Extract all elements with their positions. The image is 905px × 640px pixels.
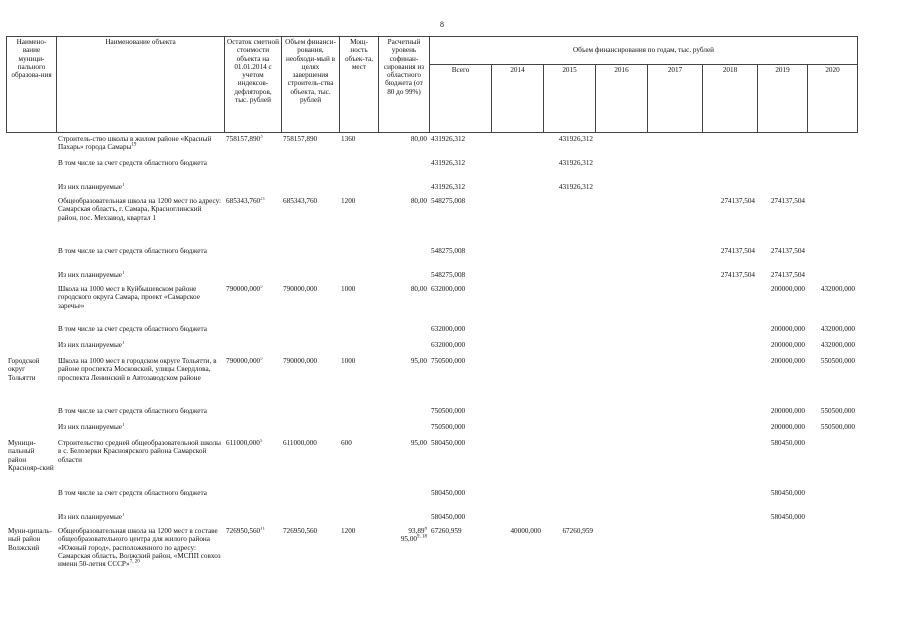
cell-total: 632000,000: [431, 341, 466, 349]
cell-y2019: 200000,000: [770, 285, 805, 293]
cell-municipality: [6, 159, 56, 183]
cell-total: 548275,008: [431, 247, 466, 255]
cell-capacity: [339, 183, 378, 197]
cell-y2020: 432000,000: [820, 285, 855, 293]
cell-y2014: [491, 183, 543, 197]
cell-object: В том числе за счет средств областного бюджета: [58, 489, 207, 497]
cell-y2019: 580450,000: [770, 439, 805, 447]
cell-y2015: 431926,312: [558, 159, 593, 167]
cell-y2018: [702, 527, 757, 587]
cell-y2019: [757, 135, 807, 159]
cell-level: [378, 183, 429, 197]
cell-y2015: [543, 407, 595, 423]
cell-volume: [281, 247, 339, 271]
cell-total: 67260,959: [431, 527, 462, 535]
cell-y2014: [491, 341, 543, 357]
cell-y2014: [491, 357, 543, 407]
cell-y2020: 432000,000: [820, 341, 855, 349]
cell-y2016: [595, 527, 647, 587]
cell-y2018: [702, 285, 757, 325]
cell-object: Строительство средней общеобразовательной школы в с. Белозерки Красноярского района Самарской области: [58, 439, 221, 464]
cell-y2015: [543, 341, 595, 357]
header-remainder: Остаток сметной стоимости объекта на 01.01.2014 с учетом индексов-дефляторов, тыс. рублей: [225, 37, 282, 133]
cell-object: В том числе за счет средств областного бюджета: [58, 159, 207, 167]
table-row: [6, 247, 857, 271]
cell-volume: 758157,890: [283, 135, 318, 143]
cell-total: 750500,000: [431, 423, 466, 431]
cell-capacity: 1360: [341, 135, 356, 143]
cell-remainder: 611000,000$^5$: [226, 439, 263, 447]
cell-y2014: [491, 247, 543, 271]
cell-y2019: 580450,000: [770, 489, 805, 497]
cell-y2018: [702, 439, 757, 489]
cell-y2018: [702, 159, 757, 183]
cell-y2019: 200000,000: [770, 423, 805, 431]
cell-y2018: [702, 341, 757, 357]
cell-y2016: [595, 135, 647, 159]
header-level: Расчетный уровень софинан-сирования из областного бюджета (от 80 до 99%): [379, 37, 430, 133]
cell-remainder: [224, 341, 281, 357]
cell-remainder: 726950,560$^{11}$: [226, 527, 265, 535]
cell-capacity: [339, 325, 378, 341]
cell-remainder: [224, 489, 281, 513]
header-year: 2020: [808, 65, 858, 133]
cell-y2016: [595, 271, 647, 285]
cell-municipality: [6, 183, 56, 197]
cell-y2016: [595, 247, 647, 271]
header-capacity: Мощ-ность объек-та, мест: [340, 37, 379, 133]
cell-y2017: [647, 527, 702, 587]
cell-y2014: [491, 325, 543, 341]
cell-remainder: [224, 159, 281, 183]
cell-remainder: 758157,890$^3$: [226, 135, 263, 143]
cell-y2018: [702, 407, 757, 423]
cell-y2014: [491, 489, 543, 513]
cell-y2020: [807, 439, 857, 489]
cell-total: 431926,312: [431, 135, 466, 143]
cell-y2017: [647, 285, 702, 325]
header-municipality: Наимено-вание муници-пального образова-ния: [7, 37, 57, 133]
cell-y2016: [595, 197, 647, 247]
cell-level: [378, 407, 429, 423]
cell-y2017: [647, 183, 702, 197]
cell-object: Строитель-ство школы в жилом районе «Красный Пахарь» города Самары$^{19}$: [58, 135, 212, 152]
cell-municipality: [6, 135, 56, 159]
cell-y2018: [702, 423, 757, 439]
cell-municipality: [6, 285, 56, 325]
page-number: 8: [440, 20, 444, 29]
cell-total: 580450,000: [431, 439, 466, 447]
cell-y2016: [595, 183, 647, 197]
cell-y2016: [595, 423, 647, 439]
cell-y2015: [543, 489, 595, 513]
cell-level: 95,00: [410, 439, 427, 447]
cell-y2016: [595, 439, 647, 489]
cell-volume: 611000,000: [283, 439, 317, 447]
cell-volume: 790000,000: [283, 357, 318, 365]
cell-y2015: [543, 247, 595, 271]
header-volume: Объем финанси-рования, необходи-мый в целях завершения строитель-ства объекта, тыс. рублей: [282, 37, 340, 133]
cell-y2017: [647, 513, 702, 527]
cell-y2015: [543, 423, 595, 439]
cell-capacity: 1000: [341, 285, 356, 293]
cell-level: [378, 325, 429, 341]
cell-y2017: [647, 271, 702, 285]
cell-y2018: 274137,504: [720, 247, 755, 255]
cell-y2017: [647, 159, 702, 183]
cell-volume: [281, 325, 339, 341]
cell-total: 750500,000: [431, 407, 466, 415]
cell-y2016: [595, 341, 647, 357]
cell-y2020: [807, 159, 857, 183]
cell-y2019: [757, 183, 807, 197]
cell-y2018: 274137,504: [720, 271, 755, 279]
table-row: [6, 135, 857, 159]
cell-y2019: [757, 527, 807, 587]
cell-level: [378, 489, 429, 513]
cell-total: 750500,000: [431, 357, 466, 365]
cell-level: [378, 341, 429, 357]
cell-y2015: [543, 357, 595, 407]
cell-remainder: [224, 325, 281, 341]
cell-y2017: [647, 197, 702, 247]
table-row: [6, 527, 857, 587]
cell-y2017: [647, 423, 702, 439]
cell-level: [378, 271, 429, 285]
cell-remainder: 790000,000$^5$: [226, 357, 263, 365]
cell-level: [378, 159, 429, 183]
cell-level: 80,00: [410, 197, 427, 205]
cell-y2015: 431926,312: [558, 135, 593, 143]
cell-y2017: [647, 489, 702, 513]
cell-total: 548275,008: [431, 197, 466, 205]
cell-y2020: [807, 183, 857, 197]
cell-municipality: [6, 407, 56, 423]
cell-y2019: 200000,000: [770, 407, 805, 415]
header-year: Всего: [430, 65, 492, 133]
data-table: [6, 135, 857, 587]
cell-y2018: [702, 513, 757, 527]
cell-volume: [281, 407, 339, 423]
cell-y2015: [543, 513, 595, 527]
cell-object: Общеобразовательная школа на 1200 мест в составе общеобразовательного центра для жилого района «Южный город», расположенного по адресу: Самарская область, Волжский район, «МСПП совхоз имени 50-летия СССР»$^{7, 20}$: [58, 527, 221, 569]
cell-y2020: [807, 197, 857, 247]
cell-y2020: 550500,000: [820, 423, 855, 431]
cell-y2018: [702, 489, 757, 513]
table-row: [6, 423, 857, 439]
cell-y2014: [491, 439, 543, 489]
cell-y2019: 274137,504: [770, 247, 805, 255]
cell-y2016: [595, 325, 647, 341]
table-row: [6, 197, 857, 247]
header-year: 2015: [544, 65, 596, 133]
cell-remainder: 685343,760$^{21}$: [226, 197, 266, 205]
cell-municipality: Муници-пальный район Краснояр-ский: [8, 439, 54, 472]
cell-y2020: [807, 527, 857, 587]
cell-y2014: 40000,000: [510, 527, 541, 535]
cell-municipality: [6, 513, 56, 527]
table-row: [6, 183, 857, 197]
cell-y2020: [807, 271, 857, 285]
cell-y2019: 200000,000: [770, 341, 805, 349]
cell-total: 548275,008: [431, 271, 466, 279]
cell-level: 95,00: [410, 357, 427, 365]
table-row: [6, 489, 857, 513]
cell-municipality: [6, 423, 56, 439]
cell-object: Школа на 1000 мест в Куйбышевском районе городского округа Самара, проект «Самарское заречье»: [58, 285, 200, 310]
cell-remainder: [224, 183, 281, 197]
header-year: 2014: [492, 65, 544, 133]
cell-municipality: [6, 489, 56, 513]
cell-y2019: 200000,000: [770, 357, 805, 365]
header-year: 2017: [648, 65, 703, 133]
header-funding: Объем финансирования по годам, тыс. рублей: [430, 37, 858, 65]
cell-y2014: [491, 135, 543, 159]
cell-municipality: Муни-ципаль-ный район Волжский: [8, 527, 52, 552]
cell-municipality: [6, 271, 56, 285]
cell-y2016: [595, 489, 647, 513]
table-row: [6, 357, 857, 407]
cell-remainder: [224, 247, 281, 271]
cell-municipality: Городской округ Тольятти: [8, 357, 40, 382]
cell-remainder: [224, 271, 281, 285]
cell-municipality: [6, 247, 56, 271]
cell-volume: [281, 341, 339, 357]
cell-y2016: [595, 159, 647, 183]
cell-y2016: [595, 513, 647, 527]
cell-capacity: 1000: [341, 357, 356, 365]
cell-y2015: [543, 325, 595, 341]
cell-object: Из них планируемые$^1$: [58, 423, 125, 431]
cell-remainder: [224, 407, 281, 423]
cell-total: 580450,000: [431, 489, 466, 497]
cell-volume: [281, 159, 339, 183]
cell-y2015: [543, 285, 595, 325]
cell-total: 632000,000: [431, 325, 466, 333]
cell-volume: 685343,760: [283, 197, 318, 205]
cell-y2014: [491, 423, 543, 439]
cell-level: 93,89$^8$ 95,00$^{9, 18}$: [400, 527, 427, 544]
table-row: [6, 159, 857, 183]
cell-level: 80,00: [410, 285, 427, 293]
cell-object: Общеобразовательная школа на 1200 мест по адресу: Самарская область, г. Самара, Красноглинский район, пос. Мехзавод, квартал 1: [58, 197, 222, 222]
cell-y2018: [702, 325, 757, 341]
cell-remainder: [224, 423, 281, 439]
cell-object: Из них планируемые$^1$: [58, 513, 125, 521]
cell-y2014: [491, 271, 543, 285]
cell-y2017: [647, 325, 702, 341]
cell-total: 431926,312: [431, 183, 466, 191]
header-year: 2019: [758, 65, 808, 133]
cell-y2014: [491, 159, 543, 183]
header-object: Наименование объекта: [57, 37, 225, 133]
cell-volume: [281, 423, 339, 439]
cell-y2019: 580450,000: [770, 513, 805, 521]
table-row: [6, 407, 857, 423]
cell-y2017: [647, 407, 702, 423]
cell-remainder: [224, 513, 281, 527]
cell-object: В том числе за счет средств областного бюджета: [58, 247, 207, 255]
cell-total: 580450,000: [431, 513, 466, 521]
cell-y2016: [595, 357, 647, 407]
cell-volume: [281, 183, 339, 197]
cell-y2015: [543, 197, 595, 247]
cell-y2014: [491, 197, 543, 247]
cell-volume: 790000,000: [283, 285, 318, 293]
cell-remainder: 790000,000$^5$: [226, 285, 263, 293]
header-year: 2016: [596, 65, 648, 133]
cell-y2019: 200000,000: [770, 325, 805, 333]
cell-capacity: 600: [341, 439, 352, 447]
cell-level: [378, 423, 429, 439]
cell-y2020: [807, 489, 857, 513]
cell-volume: [281, 513, 339, 527]
table-row: [6, 439, 857, 489]
cell-object: Из них планируемые$^1$: [58, 341, 125, 349]
cell-capacity: [339, 423, 378, 439]
table-header: [6, 36, 858, 133]
cell-capacity: 1200: [341, 197, 356, 205]
cell-y2014: [491, 407, 543, 423]
table-row: [6, 341, 857, 357]
cell-y2017: [647, 357, 702, 407]
cell-municipality: [6, 197, 56, 247]
cell-y2015: 67260,959: [562, 527, 593, 535]
cell-y2020: [807, 247, 857, 271]
cell-y2020: [807, 135, 857, 159]
cell-volume: [281, 271, 339, 285]
cell-y2016: [595, 285, 647, 325]
cell-y2017: [647, 247, 702, 271]
cell-y2016: [595, 407, 647, 423]
table-row: [6, 271, 857, 285]
cell-y2017: [647, 439, 702, 489]
cell-y2020: [807, 513, 857, 527]
cell-y2014: [491, 513, 543, 527]
cell-municipality: [6, 325, 56, 341]
cell-object: Из них планируемые$^1$: [58, 271, 125, 279]
cell-y2018: 274137,504: [720, 197, 755, 205]
cell-total: 431926,312: [431, 159, 466, 167]
cell-municipality: [6, 341, 56, 357]
cell-y2015: 431926,312: [558, 183, 593, 191]
cell-capacity: [339, 159, 378, 183]
cell-volume: 726950,560: [283, 527, 318, 535]
cell-object: Из них планируемые$^1$: [58, 183, 125, 191]
cell-capacity: [339, 407, 378, 423]
cell-level: [378, 513, 429, 527]
cell-y2017: [647, 135, 702, 159]
table-row: [6, 513, 857, 527]
cell-capacity: [339, 247, 378, 271]
header-year: 2018: [703, 65, 758, 133]
cell-object: В том числе за счет средств областного бюджета: [58, 325, 207, 333]
table-row: [6, 285, 857, 325]
cell-y2014: [491, 285, 543, 325]
cell-capacity: [339, 341, 378, 357]
cell-y2020: 432000,000: [820, 325, 855, 333]
cell-y2015: [543, 439, 595, 489]
cell-y2020: 550500,000: [820, 407, 855, 415]
cell-capacity: [339, 271, 378, 285]
cell-y2017: [647, 341, 702, 357]
cell-capacity: [339, 489, 378, 513]
table-row: [6, 325, 857, 341]
cell-y2019: 274137,504: [770, 271, 805, 279]
cell-object: Школа на 1000 мест в городском округе Тольятти, в районе проспекта Московский, улицы Свердлова, проспекта Ленинский в Автозаводском районе: [58, 357, 217, 382]
cell-y2018: [702, 357, 757, 407]
cell-capacity: [339, 513, 378, 527]
cell-object: В том числе за счет средств областного бюджета: [58, 407, 207, 415]
cell-level: 80,00: [410, 135, 427, 143]
cell-y2019: 274137,504: [770, 197, 805, 205]
cell-volume: [281, 489, 339, 513]
cell-y2019: [757, 159, 807, 183]
cell-capacity: 1200: [341, 527, 356, 535]
cell-y2018: [702, 135, 757, 159]
cell-y2020: 550500,000: [820, 357, 855, 365]
cell-y2018: [702, 183, 757, 197]
cell-level: [378, 247, 429, 271]
cell-total: 632000,000: [431, 285, 466, 293]
cell-y2015: [543, 271, 595, 285]
